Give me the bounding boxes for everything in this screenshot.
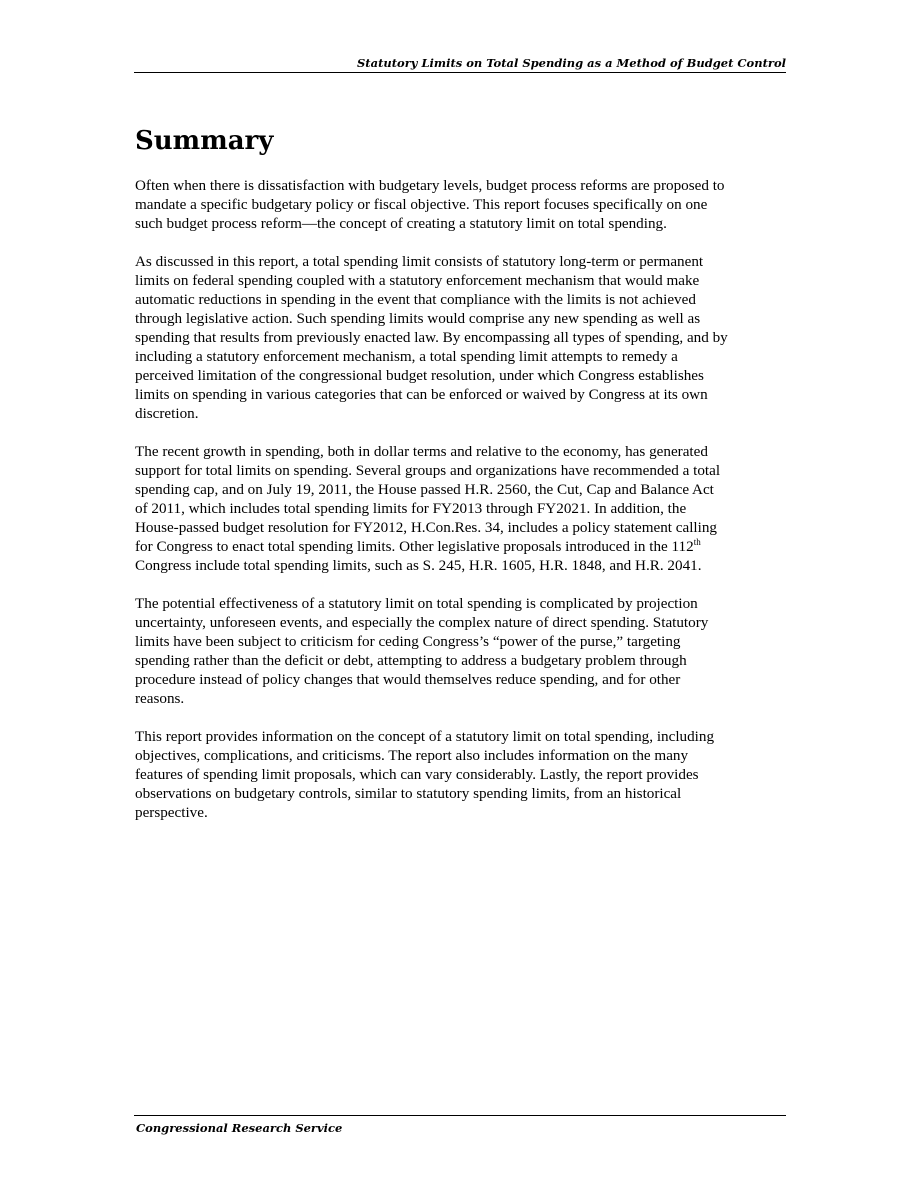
- text-line: [135, 480, 795, 499]
- text-line: [135, 727, 795, 746]
- text-line-content: perspective.: [135, 804, 208, 821]
- text-line: [135, 404, 795, 423]
- footer-organization: Congressional Research Service: [136, 1121, 343, 1135]
- text-line: [135, 252, 795, 271]
- text-line: [135, 518, 795, 537]
- text-line-content: of 2011, which includes total spending limits for FY2013 through FY2021. In addition, the: [135, 500, 687, 517]
- text-line-content: House-passed budget resolution for FY2012, H.Con.Res. 34, includes a policy statement calling: [135, 519, 717, 536]
- text-line: [135, 670, 795, 689]
- text-line: [135, 784, 795, 803]
- text-line: [135, 594, 795, 613]
- ordinal-superscript: th: [693, 537, 701, 547]
- summary-paragraph: [135, 176, 795, 233]
- text-line: [135, 442, 795, 461]
- text-line-content: As discussed in this report, a total spending limit consists of statutory long-term or permanent: [135, 253, 704, 270]
- text-line: [135, 746, 795, 765]
- summary-body: [135, 176, 795, 841]
- text-line: [135, 309, 795, 328]
- running-header: [134, 56, 786, 73]
- running-footer: [134, 1115, 786, 1142]
- text-line: [135, 195, 795, 214]
- text-line-content: perceived limitation of the congressional budget resolution, under which Congress establishes: [135, 367, 704, 384]
- text-line-content: reasons.: [135, 690, 185, 707]
- text-line-content: This report provides information on the concept of a statutory limit on total spending, including: [135, 728, 715, 745]
- text-line-content: including a statutory enforcement mechanism, a total spending limit attempts to remedy a: [135, 348, 678, 365]
- text-line: [135, 537, 795, 556]
- text-line-content: limits have been subject to criticism for ceding Congress’s “power of the purse,” targeting: [135, 633, 681, 650]
- text-line-content: features of spending limit proposals, which can vary considerably. Lastly, the report provides: [135, 766, 699, 783]
- text-line: [135, 689, 795, 708]
- text-line: [135, 328, 795, 347]
- text-line-content: observations on budgetary controls, similar to statutory spending limits, from an historical: [135, 785, 682, 802]
- text-line-content: The potential effectiveness of a statutory limit on total spending is complicated by projection: [135, 595, 698, 612]
- text-line: [135, 290, 795, 309]
- text-line-content: objectives, complications, and criticisms. The report also includes information on the many: [135, 747, 689, 764]
- text-line-content: uncertainty, unforeseen events, and especially the complex nature of direct spending. Statutory: [135, 614, 709, 631]
- text-line: [135, 461, 795, 480]
- summary-paragraph: [135, 252, 795, 423]
- text-line: [135, 765, 795, 784]
- text-line-content: mandate a specific budgetary policy or fiscal objective. This report focuses specifically on one: [135, 196, 708, 213]
- text-line: [135, 176, 795, 195]
- text-line: [135, 556, 795, 575]
- text-line: [135, 214, 795, 233]
- text-line-content: through legislative action. Such spending limits would comprise any new spending as well as: [135, 310, 701, 327]
- text-line-content: spending cap, and on July 19, 2011, the House passed H.R. 2560, the Cut, Cap and Balance Act: [135, 481, 714, 498]
- text-line-content: limits on spending in various categories that can be enforced or waived by Congress at its own: [135, 386, 708, 403]
- summary-paragraph: [135, 442, 795, 575]
- text-line-content: Often when there is dissatisfaction with budgetary levels, budget process reforms are proposed to: [135, 177, 725, 194]
- running-header-title: Statutory Limits on Total Spending as a Method of Budget Control: [357, 56, 786, 70]
- text-line: [135, 271, 795, 290]
- summary-paragraph: [135, 594, 795, 708]
- text-line: [135, 347, 795, 366]
- text-line-content: support for total limits on spending. Several groups and organizations have recommended a total: [135, 462, 721, 479]
- text-line-content: automatic reductions in spending in the event that compliance with the limits is not achieved: [135, 291, 696, 308]
- text-line-content: The recent growth in spending, both in dollar terms and relative to the economy, has generated: [135, 443, 708, 460]
- text-line-content: discretion.: [135, 405, 199, 422]
- text-line-content: limits on federal spending coupled with a statutory enforcement mechanism that would make: [135, 272, 700, 289]
- text-line: [135, 499, 795, 518]
- text-line-content: spending rather than the deficit or debt, attempting to address a budgetary problem through: [135, 652, 687, 669]
- text-line: [135, 803, 795, 822]
- text-line: [135, 632, 795, 651]
- text-line-content: such budget process reform—the concept of creating a statutory limit on total spending.: [135, 215, 667, 232]
- text-line-content: for Congress to enact total spending limits. Other legislative proposals introduced in the 112: [135, 538, 694, 555]
- text-line: [135, 651, 795, 670]
- text-line-content: spending that results from previously enacted law. By encompassing all types of spending, and by: [135, 329, 728, 346]
- text-line-content: Congress include total spending limits, such as S. 245, H.R. 1605, H.R. 1848, and H.R. 2041.: [135, 557, 702, 574]
- text-line: [135, 366, 795, 385]
- summary-paragraph: [135, 727, 795, 822]
- page-title: Summary: [135, 126, 274, 156]
- text-line-content: procedure instead of policy changes that would themselves reduce spending, and for other: [135, 671, 681, 688]
- text-line: [135, 385, 795, 404]
- text-line: [135, 613, 795, 632]
